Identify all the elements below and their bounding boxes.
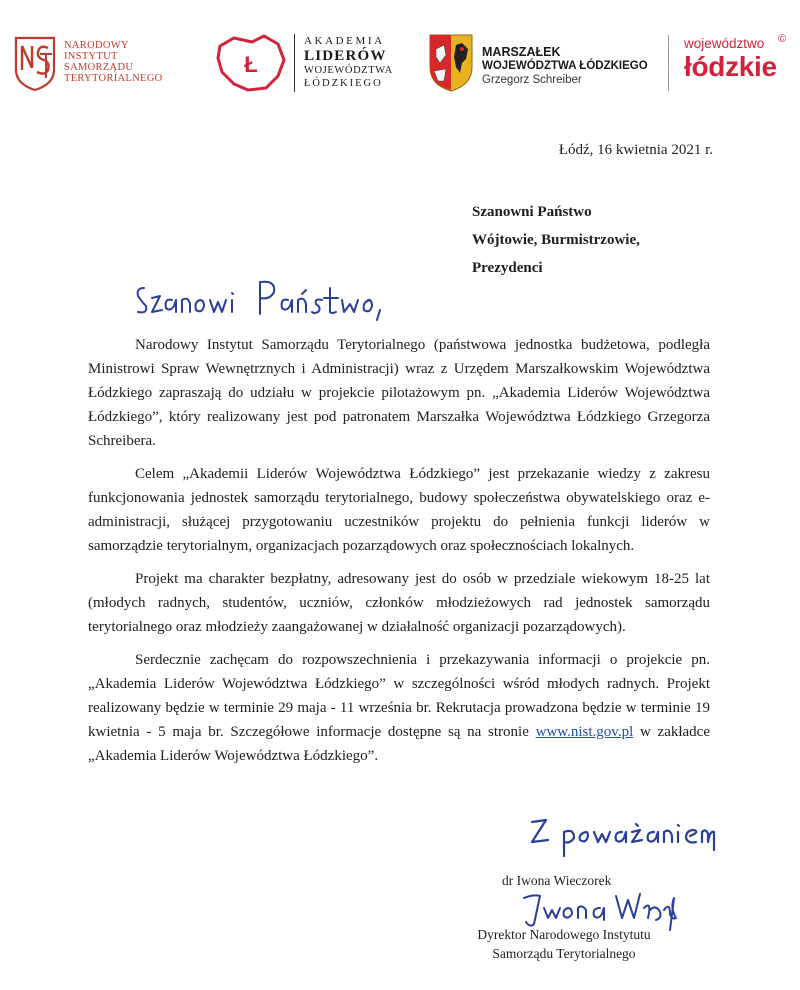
nist-name-line: SAMORZĄDU <box>64 62 134 73</box>
paragraph-text: Serdecznie zachęcam do rozpowszechnienia i przekazywania informacji o projekcie pn. „Akademia Liderów Województwa Łódzkiego” w szczególności wśród młodych radnych. Projekt realizowany będzie w terminie 29 maja - 11 września br. Rekrutacja prowadzona będzie w terminie 19 kwietnia - 5 maja br. Szczegółowe informacje dostępne są na stronie <box>88 652 710 740</box>
handwritten-closing-ink <box>528 808 718 860</box>
paragraph-text: w zakładce „Akademia Liderów Województwa Łódzkiego”. <box>88 724 710 764</box>
marszalek-name: Grzegorz Schreiber <box>482 74 582 86</box>
signatory-title-line: Dyrektor Narodowego Instytutu <box>477 927 651 942</box>
place-date: Łódź, 16 kwietnia 2021 r. <box>558 142 713 158</box>
handwritten-closing <box>528 808 718 865</box>
letter-paragraph: Projekt ma charakter bezpłatny, adresowany jest do osób w przedziale wiekowym 18-25 lat (młodych radnych, studentów, uczniów, członków młodzieżowych rad jednostek samorządu terytorialnego oraz młodzieży zaangażowanej w działalność organizacji pozarządowych). <box>88 571 710 635</box>
wojewodztwo-big-text: łódzkie <box>684 51 777 82</box>
addressee-line: Prezydenci <box>472 260 543 276</box>
marszalek-logo <box>428 33 658 93</box>
marszalek-title: MARSZAŁEK <box>482 45 561 59</box>
signatory-title-line: Samorządu Terytorialnego <box>492 946 636 961</box>
signatory-title <box>466 925 662 963</box>
signatory-name: dr Iwona Wieczorek <box>502 873 612 888</box>
akademia-line: AKADEMIA <box>304 35 385 47</box>
addressee-block <box>472 198 640 282</box>
wojewodztwo-logo <box>668 33 793 93</box>
addressee-line: Wójtowie, Burmistrzowie, <box>472 232 640 248</box>
akademia-line: ŁÓDZKIEGO <box>304 78 383 89</box>
marszalek-subtitle: WOJEWÓDZTWA ŁÓDZKIEGO <box>482 60 648 72</box>
copyright-mark-icon: © <box>778 33 787 45</box>
letter-paragraph: Celem „Akademii Liderów Województwa Łódzkiego” jest przekazanie wiedzy z zakresu funkcjonowania jednostek samorządu terytorialnego, budowy społeczeństwa obywatelskiego oraz e-administracji, służącej przygotowaniu uczestników projektu do pełnienia funkcji liderów w samorządzie terytorialnym, organizacjach pozarządowych oraz społecznościach lokalnych. <box>88 466 710 554</box>
addressee-line: Szanowni Państwo <box>472 204 592 220</box>
nist-name-line: INSTYTUT <box>64 51 118 62</box>
akademia-divider <box>294 34 295 92</box>
nist-emblem-icon <box>10 34 60 92</box>
letter-paragraph-with-link <box>88 648 710 768</box>
nist-name-line: NARODOWY <box>64 40 129 51</box>
handwritten-salutation-ink <box>130 272 390 324</box>
akademia-name <box>304 34 393 90</box>
nist-website-link[interactable]: www.nist.gov.pl <box>535 724 634 740</box>
nist-logo <box>10 34 185 94</box>
wojewodztwo-small-text: województwo <box>684 36 765 51</box>
wojewodztwo-divider <box>668 35 669 91</box>
akademia-line: LIDERÓW <box>304 48 387 64</box>
letter-body <box>88 333 710 777</box>
akademia-line: WOJEWÓDZTWA <box>304 65 393 76</box>
coat-of-arms-icon <box>428 33 474 93</box>
nist-name-line: TERYTORIALNEGO <box>64 73 163 84</box>
akademia-logo <box>212 32 402 94</box>
marszalek-text <box>482 45 648 88</box>
lodz-region-map-icon <box>212 32 290 94</box>
nist-name <box>64 40 163 84</box>
letter-paragraph: Narodowy Instytut Samorządu Terytorialnego (państwowa jednostka budżetowa, podległa Ministrowi Spraw Wewnętrznych i Administracji) wraz z Urzędem Marszałkowskim Województwa Łódzkiego zapraszają do udziału w projekcie pilotażowym pn. „Akademia Liderów Województwa Łódzkiego”, który realizowany jest pod patronatem Marszałka Województwa Łódzkiego Grzegorza Schreibera. <box>88 337 710 449</box>
handwritten-salutation <box>130 272 390 329</box>
akademia-badge-letter: Ł <box>244 52 258 77</box>
